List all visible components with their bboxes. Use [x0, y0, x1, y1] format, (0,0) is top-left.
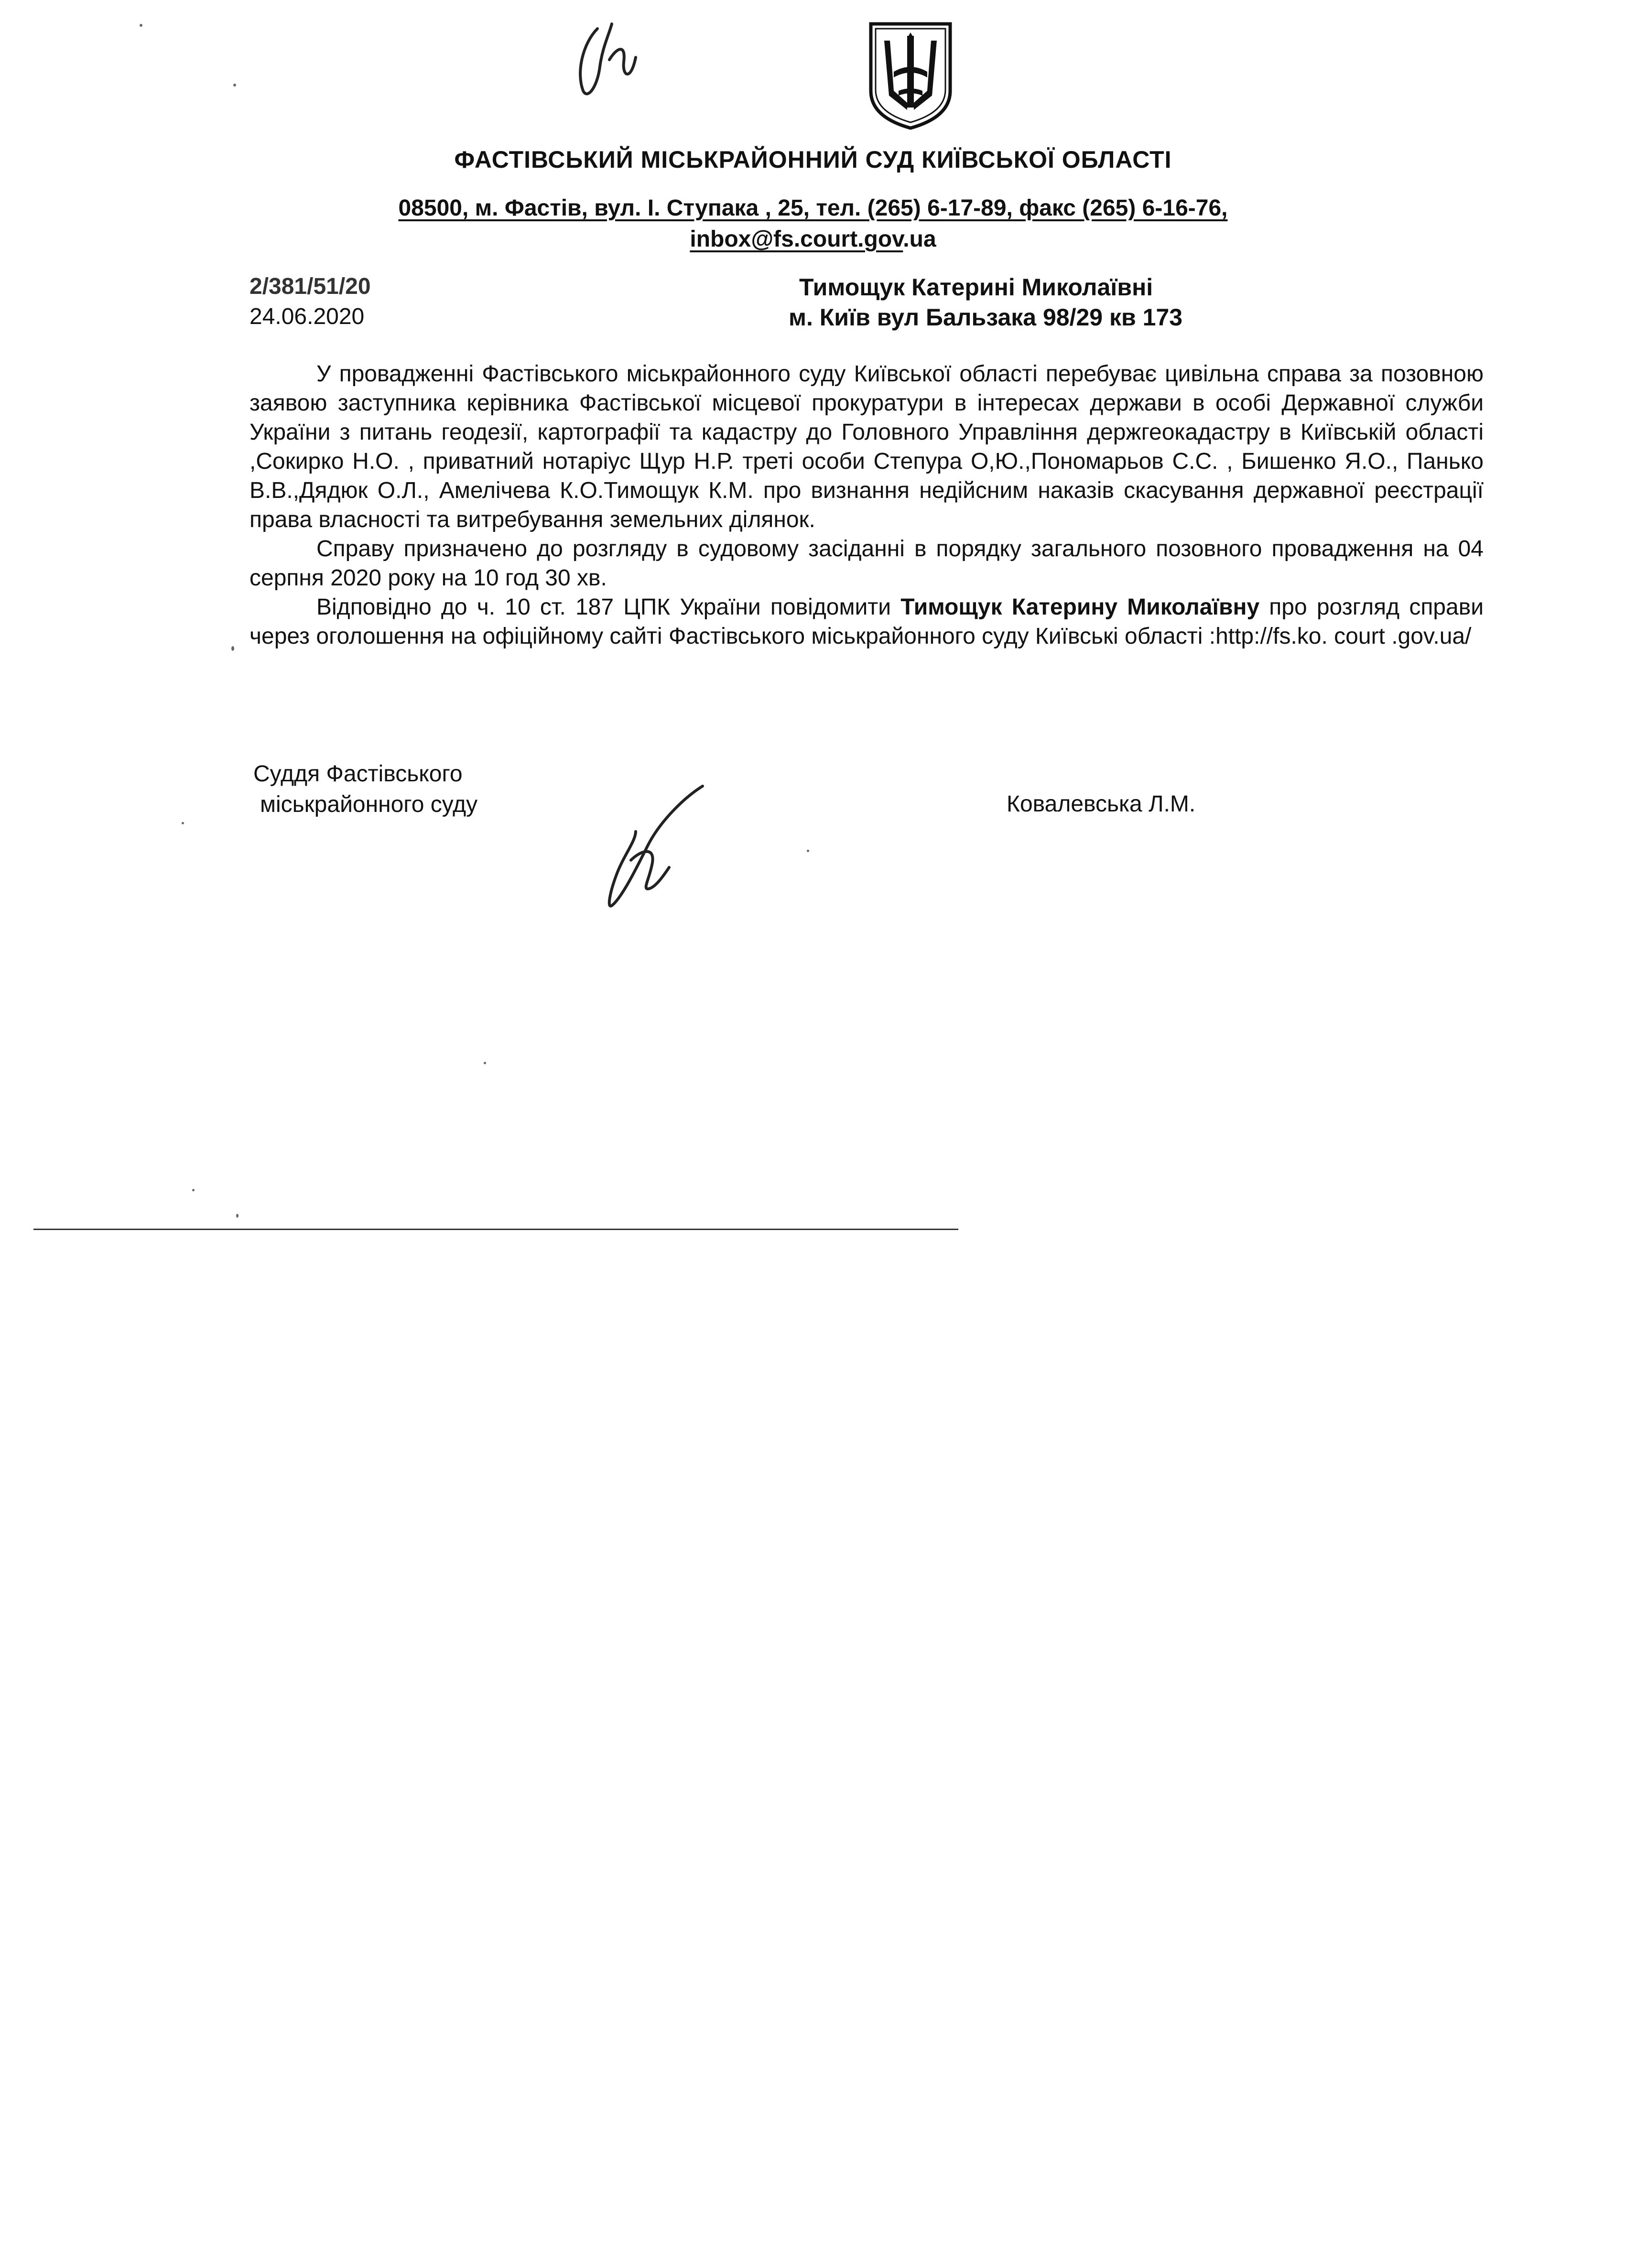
coat-of-arms-emblem [865, 19, 956, 131]
scan-speck [140, 24, 142, 27]
body-paragraph-3-start: Відповідно до ч. 10 ст. 187 ЦПК України повідомити [316, 594, 901, 620]
court-address: 08500, м. Фастів, вул. І. Ступака , 25, тел. (265) 6-17-89, факс (265) 6-16-76, [398, 195, 1228, 221]
scan-speck [236, 1214, 238, 1218]
body-paragraph-3-end: про розгляд справи через оголошення на офіційному сайті Фастівського міськрайонного суду Київські області :http://fs.ko. court .gov.ua/ [249, 594, 1484, 649]
scan-speck [182, 822, 184, 824]
body-paragraph-1: У провадженні Фастівського міськрайонного суду Київської області перебуває цивільна справа за позовною заявою заступника керівника Фастівської місцевої прокуратури в інтересах держави в особі Державної служби України з питань геодезії, картографії та кадастру до Головного Управління держгеокадастру в Київській області ,Сокирко Н.О. , приватний нотаріус Щур Н.Р. треті особи Степура О,Ю.,Пономарьов С.С. , Бишенко Я.О., Панько В.В.,Дядюк О.Л., Амелічева К.О.Тимощук К.М. про визнання недійсним наказів скасування державної реєстрації права власності та витребування земельних ділянок. [249, 361, 1484, 532]
recipient-name: Тимощук Катерині Миколаївні [799, 274, 1153, 301]
court-address-line [0, 195, 1626, 221]
notified-person: Тимощук Катерину Миколаївну [900, 594, 1260, 620]
scan-speck [233, 84, 236, 86]
body-paragraph-3 [249, 593, 1484, 651]
scan-speck [807, 850, 809, 852]
handwritten-initials [564, 14, 650, 110]
scan-speck [484, 1062, 486, 1064]
signature-label-line-1: Суддя Фастівського [253, 761, 463, 787]
scan-speck [231, 646, 234, 651]
signature-label [253, 759, 477, 820]
body-paragraph-2: Справу призначено до розгляду в судовому засіданні в порядку загального позовного провадження на 04 серпня 2020 року на 10 год 30 хв. [249, 536, 1484, 591]
court-email-line [0, 226, 1626, 252]
judge-signature [602, 779, 717, 913]
recipient-address: м. Київ вул Бальзака 98/29 кв 173 [789, 304, 1183, 331]
horizontal-rule [33, 1229, 958, 1230]
court-email-suffix: .ua [903, 227, 936, 252]
court-title: ФАСТІВСЬКИЙ МІСЬКРАЙОННИЙ СУД КИЇВСЬКОЇ ОБЛАСТІ [454, 146, 1172, 173]
case-number: 2/381/51/20 [249, 274, 371, 299]
notice-body [249, 359, 1484, 651]
document-date: 24.06.2020 [249, 304, 365, 329]
judge-name: Ковалевська Л.М. [1007, 791, 1196, 817]
court-email[interactable]: inbox@fs.court.gov [690, 227, 903, 252]
signature-label-line-2: міськрайонного суду [260, 792, 478, 817]
scan-speck [192, 1189, 195, 1191]
